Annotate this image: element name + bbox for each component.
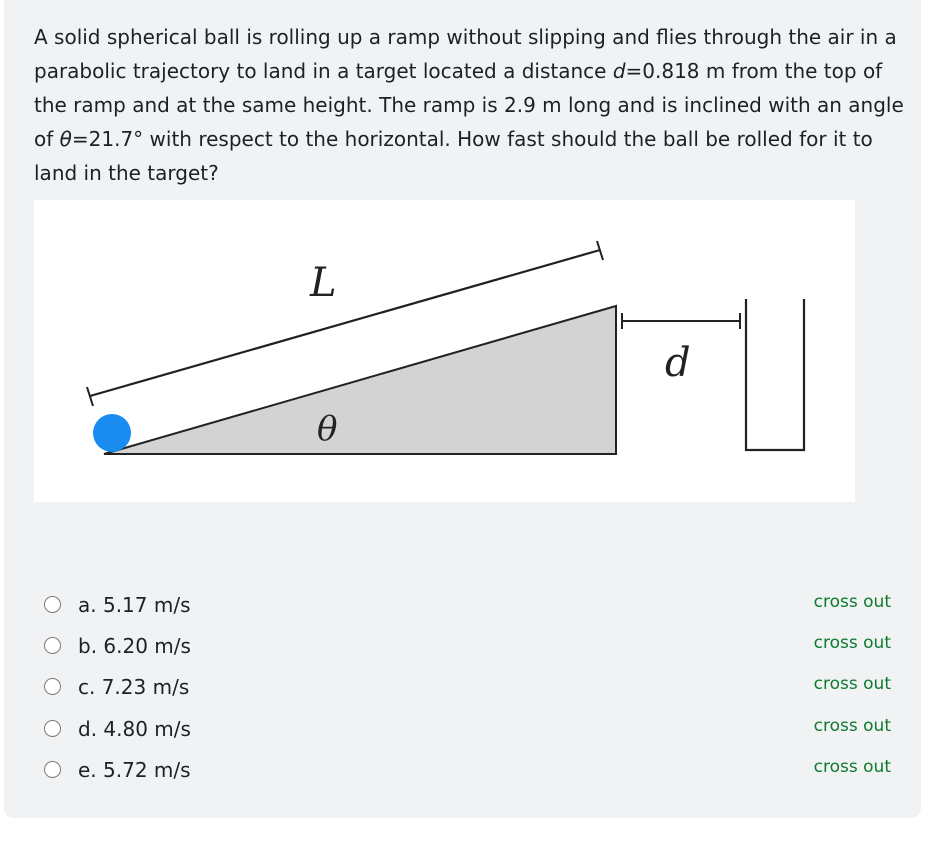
answer-label[interactable]: e. 5.72 m/s: [78, 757, 191, 782]
theta-symbol: θ: [59, 127, 72, 151]
target-cup: [746, 299, 804, 450]
answer-option-e[interactable]: [4, 749, 921, 790]
cross-out-link[interactable]: cross out: [813, 592, 891, 612]
radio-button[interactable]: [44, 637, 61, 654]
radio-button[interactable]: [44, 678, 61, 695]
label-L: L: [310, 260, 337, 306]
ramp-diagram: [34, 200, 855, 502]
radio-button[interactable]: [44, 596, 61, 613]
answer-option-d[interactable]: [4, 708, 921, 749]
radio-button[interactable]: [44, 720, 61, 737]
answer-label[interactable]: d. 4.80 m/s: [78, 716, 191, 741]
radio-button[interactable]: [44, 761, 61, 778]
question-card: [4, 0, 921, 818]
ball: [93, 414, 131, 452]
label-d: d: [665, 340, 691, 386]
answer-label[interactable]: c. 7.23 m/s: [78, 675, 190, 700]
question-text-part2: =0.818 m from the top of the ramp and at the same height. The ramp is 2.9 m long and is inclined with an angle of: [34, 59, 904, 151]
cross-out-link[interactable]: cross out: [813, 674, 891, 695]
question-text-part3: =21.7° with respect to the horizontal. How fast should the ball be rolled for it to land in the target?: [34, 127, 873, 185]
question-text-part1: A solid spherical ball is rolling up a ramp without slipping and flies through the air in a parabolic trajectory to land in a target located a distance: [34, 25, 897, 83]
cross-out-link[interactable]: cross out: [813, 756, 891, 777]
answer-label[interactable]: b. 6.20 m/s: [78, 634, 191, 659]
cross-out-link[interactable]: cross out: [813, 633, 891, 654]
answer-label[interactable]: a. 5.17 m/s: [78, 593, 191, 617]
answer-list: [4, 584, 921, 790]
answer-option-c[interactable]: [4, 666, 921, 707]
ramp: [104, 306, 616, 454]
ramp-figure: [34, 200, 855, 502]
d-symbol: d: [612, 59, 626, 83]
answer-option-b[interactable]: [4, 625, 921, 666]
answer-option-a[interactable]: [4, 584, 921, 625]
cross-out-link[interactable]: cross out: [813, 715, 891, 736]
label-theta: θ: [317, 409, 338, 449]
question-text: [34, 20, 904, 190]
